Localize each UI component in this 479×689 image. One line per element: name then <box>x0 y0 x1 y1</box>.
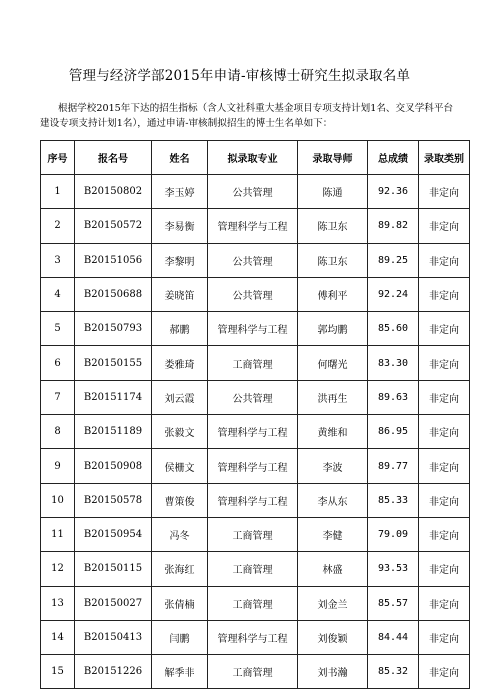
cell-major: 工商管理 <box>208 586 298 620</box>
cell-index: 1 <box>41 175 75 209</box>
cell-total-score: 85.33 <box>368 483 419 517</box>
cell-index: 3 <box>41 243 75 277</box>
cell-admission-type: 非定向 <box>419 517 470 551</box>
cell-major: 管理科学与工程 <box>208 312 298 346</box>
cell-application-no: B20150793 <box>75 312 152 346</box>
cell-major: 工商管理 <box>208 517 298 551</box>
cell-supervisor: 刘书瀚 <box>298 655 368 689</box>
cell-application-no: B20151056 <box>75 243 152 277</box>
cell-supervisor: 李健 <box>298 517 368 551</box>
cell-index: 6 <box>41 346 75 380</box>
cell-admission-type: 非定向 <box>419 655 470 689</box>
cell-index: 10 <box>41 483 75 517</box>
admission-table <box>40 140 470 689</box>
cell-supervisor: 李波 <box>298 449 368 483</box>
cell-application-no: B20151174 <box>75 380 152 414</box>
cell-major: 公共管理 <box>208 380 298 414</box>
table-row <box>41 380 470 414</box>
table-row <box>41 449 470 483</box>
cell-total-score: 86.95 <box>368 415 419 449</box>
cell-admission-type: 非定向 <box>419 175 470 209</box>
document-title: 管理与经济学部2015年申请-审核博士研究生拟录取名单 <box>68 68 411 84</box>
cell-application-no: B20150027 <box>75 586 152 620</box>
cell-application-no: B20150413 <box>75 620 152 654</box>
cell-supervisor: 林盛 <box>298 552 368 586</box>
cell-total-score: 93.53 <box>368 552 419 586</box>
cell-major: 公共管理 <box>208 243 298 277</box>
cell-index: 14 <box>41 620 75 654</box>
header-name: 姓名 <box>152 141 208 175</box>
table-row <box>41 586 470 620</box>
header-total-score: 总成绩 <box>368 141 419 175</box>
cell-admission-type: 非定向 <box>419 380 470 414</box>
cell-total-score: 84.44 <box>368 620 419 654</box>
cell-name: 张倩楠 <box>152 586 208 620</box>
cell-name: 娄雅琦 <box>152 346 208 380</box>
cell-application-no: B20150115 <box>75 552 152 586</box>
cell-major: 管理科学与工程 <box>208 620 298 654</box>
cell-total-score: 85.32 <box>368 655 419 689</box>
cell-total-score: 79.09 <box>368 517 419 551</box>
cell-supervisor: 何曙光 <box>298 346 368 380</box>
cell-supervisor: 刘金兰 <box>298 586 368 620</box>
table-row <box>41 209 470 243</box>
cell-supervisor: 郭均鹏 <box>298 312 368 346</box>
cell-major: 公共管理 <box>208 277 298 311</box>
cell-admission-type: 非定向 <box>419 277 470 311</box>
cell-supervisor: 刘俊颖 <box>298 620 368 654</box>
cell-name: 李玉婷 <box>152 175 208 209</box>
cell-admission-type: 非定向 <box>419 243 470 277</box>
cell-supervisor: 傅利平 <box>298 277 368 311</box>
intro-paragraph: 根据学校2015年下达的招生指标（含人文社科重大基金项目专项支持计划1名、交叉学科平台建设专项支持计划1名），通过申请-审核制拟招生的博士生名单如下： <box>40 103 454 129</box>
header-major: 拟录取专业 <box>208 141 298 175</box>
table-row <box>41 517 470 551</box>
cell-supervisor: 黄维和 <box>298 415 368 449</box>
cell-name: 闫鹏 <box>152 620 208 654</box>
table-row <box>41 277 470 311</box>
cell-supervisor: 陈卫东 <box>298 243 368 277</box>
cell-admission-type: 非定向 <box>419 415 470 449</box>
cell-name: 张海红 <box>152 552 208 586</box>
cell-total-score: 89.63 <box>368 380 419 414</box>
cell-application-no: B20150578 <box>75 483 152 517</box>
cell-index: 7 <box>41 380 75 414</box>
cell-admission-type: 非定向 <box>419 209 470 243</box>
cell-admission-type: 非定向 <box>419 483 470 517</box>
header-index: 序号 <box>41 141 75 175</box>
cell-total-score: 83.30 <box>368 346 419 380</box>
cell-supervisor: 陈通 <box>298 175 368 209</box>
cell-major: 管理科学与工程 <box>208 483 298 517</box>
cell-index: 15 <box>41 655 75 689</box>
cell-name: 姜晓笛 <box>152 277 208 311</box>
cell-major: 工商管理 <box>208 346 298 380</box>
cell-name: 解季非 <box>152 655 208 689</box>
cell-total-score: 89.77 <box>368 449 419 483</box>
cell-name: 李易衡 <box>152 209 208 243</box>
header-application-no: 报名号 <box>75 141 152 175</box>
cell-total-score: 85.57 <box>368 586 419 620</box>
header-supervisor: 录取导师 <box>298 141 368 175</box>
cell-supervisor: 洪再生 <box>298 380 368 414</box>
cell-name: 张毅文 <box>152 415 208 449</box>
cell-supervisor: 陈卫东 <box>298 209 368 243</box>
cell-major: 公共管理 <box>208 175 298 209</box>
cell-application-no: B20150802 <box>75 175 152 209</box>
cell-index: 13 <box>41 586 75 620</box>
cell-supervisor: 李从东 <box>298 483 368 517</box>
table-row <box>41 552 470 586</box>
cell-application-no: B20151226 <box>75 655 152 689</box>
cell-major: 工商管理 <box>208 552 298 586</box>
cell-application-no: B20150908 <box>75 449 152 483</box>
cell-index: 9 <box>41 449 75 483</box>
table-row <box>41 655 470 689</box>
cell-index: 4 <box>41 277 75 311</box>
cell-admission-type: 非定向 <box>419 586 470 620</box>
cell-application-no: B20150572 <box>75 209 152 243</box>
cell-name: 李黎明 <box>152 243 208 277</box>
table-row <box>41 483 470 517</box>
cell-application-no: B20150155 <box>75 346 152 380</box>
cell-major: 管理科学与工程 <box>208 449 298 483</box>
cell-admission-type: 非定向 <box>419 312 470 346</box>
cell-name: 冯冬 <box>152 517 208 551</box>
table-row <box>41 175 470 209</box>
cell-admission-type: 非定向 <box>419 449 470 483</box>
cell-index: 8 <box>41 415 75 449</box>
cell-major: 工商管理 <box>208 655 298 689</box>
cell-total-score: 85.60 <box>368 312 419 346</box>
cell-index: 2 <box>41 209 75 243</box>
cell-admission-type: 非定向 <box>419 620 470 654</box>
cell-major: 管理科学与工程 <box>208 415 298 449</box>
cell-name: 郝鹏 <box>152 312 208 346</box>
cell-admission-type: 非定向 <box>419 552 470 586</box>
cell-name: 曹策俊 <box>152 483 208 517</box>
cell-total-score: 92.36 <box>368 175 419 209</box>
cell-major: 管理科学与工程 <box>208 209 298 243</box>
table-row <box>41 415 470 449</box>
cell-admission-type: 非定向 <box>419 346 470 380</box>
cell-name: 刘云霞 <box>152 380 208 414</box>
cell-index: 11 <box>41 517 75 551</box>
table-row <box>41 346 470 380</box>
cell-total-score: 92.24 <box>368 277 419 311</box>
cell-application-no: B20150954 <box>75 517 152 551</box>
table-row <box>41 620 470 654</box>
cell-name: 侯栅文 <box>152 449 208 483</box>
cell-total-score: 89.82 <box>368 209 419 243</box>
cell-application-no: B20150688 <box>75 277 152 311</box>
table-row <box>41 312 470 346</box>
cell-application-no: B20151189 <box>75 415 152 449</box>
table-row <box>41 243 470 277</box>
cell-total-score: 89.25 <box>368 243 419 277</box>
header-admission-type: 录取类别 <box>419 141 470 175</box>
cell-index: 5 <box>41 312 75 346</box>
table-header-row <box>41 141 470 175</box>
cell-index: 12 <box>41 552 75 586</box>
table-body <box>41 175 470 689</box>
